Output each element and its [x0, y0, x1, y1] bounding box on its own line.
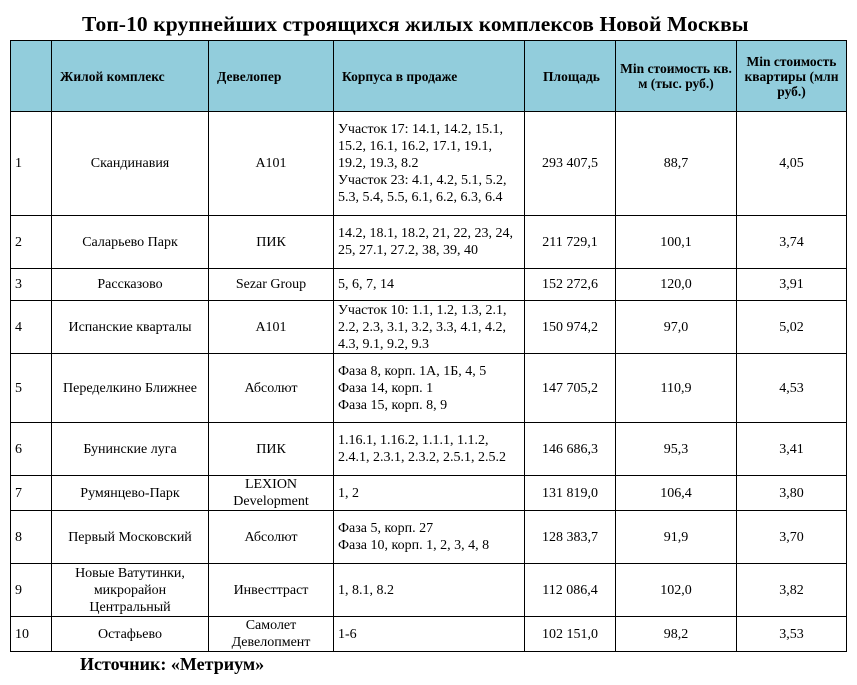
row-min-sqm: 102,0 [616, 564, 737, 617]
row-developer: Абсолют [209, 511, 334, 564]
buildings-line: Фаза 10, корп. 1, 2, 3, 4, 8 [338, 538, 490, 553]
row-area: 146 686,3 [525, 423, 616, 476]
buildings-line: 1-6 [338, 626, 357, 642]
row-min-sqm: 91,9 [616, 511, 737, 564]
source-note: Источник: «Метриум» [80, 654, 265, 674]
row-buildings [334, 354, 525, 423]
table-row [11, 564, 847, 617]
page-title: Топ-10 крупнейших строящихся жилых комплексов Новой Москвы [82, 12, 749, 36]
row-min-flat: 3,41 [737, 423, 847, 476]
buildings-line: Участок 10: 1.1, 1.2, 1.3, 2.1, 2.2, 2.3, 3.1, 3.2, 3.3, 4.1, 4.2, 4.3, 9.1, 9.2, 9.3 [338, 302, 507, 352]
table-row [11, 354, 847, 423]
row-area: 102 151,0 [525, 617, 616, 652]
row-min-flat: 3,70 [737, 511, 847, 564]
row-buildings [334, 476, 525, 511]
row-buildings [334, 511, 525, 564]
row-area: 152 272,6 [525, 269, 616, 301]
complexes-table [10, 40, 847, 652]
row-min-flat: 3,74 [737, 216, 847, 269]
row-complex: Рассказово [52, 269, 209, 301]
row-complex: Испанские кварталы [52, 301, 209, 354]
row-min-sqm: 120,0 [616, 269, 737, 301]
row-min-flat: 3,91 [737, 269, 847, 301]
row-min-flat: 3,82 [737, 564, 847, 617]
row-complex: Бунинские луга [52, 423, 209, 476]
row-buildings [334, 617, 525, 652]
buildings-line: Фаза 8, корп. 1А, 1Б, 4, 5 [338, 363, 487, 379]
row-complex: Саларьево Парк [52, 216, 209, 269]
row-developer: LEXION Development [209, 476, 334, 511]
row-area: 112 086,4 [525, 564, 616, 617]
row-num: 8 [11, 511, 52, 564]
row-min-flat: 3,53 [737, 617, 847, 652]
row-developer: Sezar Group [209, 269, 334, 301]
row-min-flat: 3,80 [737, 476, 847, 511]
header-num [11, 41, 52, 112]
row-num: 5 [11, 354, 52, 423]
buildings-line: Фаза 5, корп. 27 [338, 521, 434, 536]
header-min-flat: Min стоимость квартиры (млн руб.) [737, 41, 847, 112]
row-min-flat: 5,02 [737, 301, 847, 354]
row-developer: Инвесттраст [209, 564, 334, 617]
table-row [11, 301, 847, 354]
table-row [11, 269, 847, 301]
buildings-line: Фаза 15, корп. 8, 9 [338, 397, 448, 413]
row-area: 293 407,5 [525, 112, 616, 216]
table-header-row [11, 41, 847, 112]
row-num: 4 [11, 301, 52, 354]
row-num: 1 [11, 112, 52, 216]
row-min-sqm: 95,3 [616, 423, 737, 476]
row-num: 2 [11, 216, 52, 269]
row-area: 150 974,2 [525, 301, 616, 354]
row-min-sqm: 100,1 [616, 216, 737, 269]
table-row [11, 112, 847, 216]
header-area: Площадь [525, 41, 616, 112]
row-buildings [334, 301, 525, 354]
row-min-flat: 4,05 [737, 112, 847, 216]
row-developer: А101 [209, 112, 334, 216]
table-row [11, 216, 847, 269]
row-complex: Первый Московский [52, 511, 209, 564]
buildings-line: Участок 17: 14.1, 14.2, 15.1, 15.2, 16.1, 16.2, 17.1, 19.1, 19.2, 19.3, 8.2 [338, 122, 504, 171]
row-area: 128 383,7 [525, 511, 616, 564]
row-num: 3 [11, 269, 52, 301]
row-buildings [334, 423, 525, 476]
table-row [11, 423, 847, 476]
row-developer: А101 [209, 301, 334, 354]
row-min-sqm: 88,7 [616, 112, 737, 216]
row-buildings [334, 112, 525, 216]
buildings-line: Фаза 14, корп. 1 [338, 380, 434, 396]
row-buildings [334, 216, 525, 269]
row-developer: Самолет Девелопмент [209, 617, 334, 652]
row-area: 131 819,0 [525, 476, 616, 511]
buildings-line: 1, 2 [338, 485, 359, 501]
buildings-line: 5, 6, 7, 14 [338, 277, 394, 292]
row-complex: Скандинавия [52, 112, 209, 216]
buildings-line: 14.2, 18.1, 18.2, 21, 22, 23, 24, 25, 27.1, 27.2, 38, 39, 40 [338, 226, 513, 258]
row-min-sqm: 98,2 [616, 617, 737, 652]
row-num: 9 [11, 564, 52, 617]
row-complex: Румянцево-Парк [52, 476, 209, 511]
row-num: 10 [11, 617, 52, 652]
row-buildings [334, 564, 525, 617]
row-complex: Новые Ватутинки, микрорайон Центральный [52, 564, 209, 617]
buildings-line: 1.16.1, 1.16.2, 1.1.1, 1.1.2, 2.4.1, 2.3.1, 2.3.2, 2.5.1, 2.5.2 [338, 433, 506, 465]
header-buildings: Корпуса в продаже [334, 41, 525, 112]
row-buildings [334, 269, 525, 301]
header-developer: Девелопер [209, 41, 334, 112]
row-complex: Переделкино Ближнее [52, 354, 209, 423]
table-row [11, 476, 847, 511]
table-row [11, 617, 847, 652]
row-min-sqm: 110,9 [616, 354, 737, 423]
row-min-sqm: 97,0 [616, 301, 737, 354]
row-developer: ПИК [209, 423, 334, 476]
row-num: 7 [11, 476, 52, 511]
row-developer: Абсолют [209, 354, 334, 423]
row-area: 211 729,1 [525, 216, 616, 269]
buildings-line: Участок 23: 4.1, 4.2, 5.1, 5.2, 5.3, 5.4, 5.5, 6.1, 6.2, 6.3, 6.4 [338, 173, 507, 205]
buildings-line: 1, 8.1, 8.2 [338, 582, 394, 598]
header-complex: Жилой комплекс [52, 41, 209, 112]
row-min-sqm: 106,4 [616, 476, 737, 511]
table-row [11, 511, 847, 564]
row-min-flat: 4,53 [737, 354, 847, 423]
row-num: 6 [11, 423, 52, 476]
row-developer: ПИК [209, 216, 334, 269]
row-complex: Остафьево [52, 617, 209, 652]
row-area: 147 705,2 [525, 354, 616, 423]
header-min-sqm: Min стоимость кв. м (тыс. руб.) [616, 41, 737, 112]
